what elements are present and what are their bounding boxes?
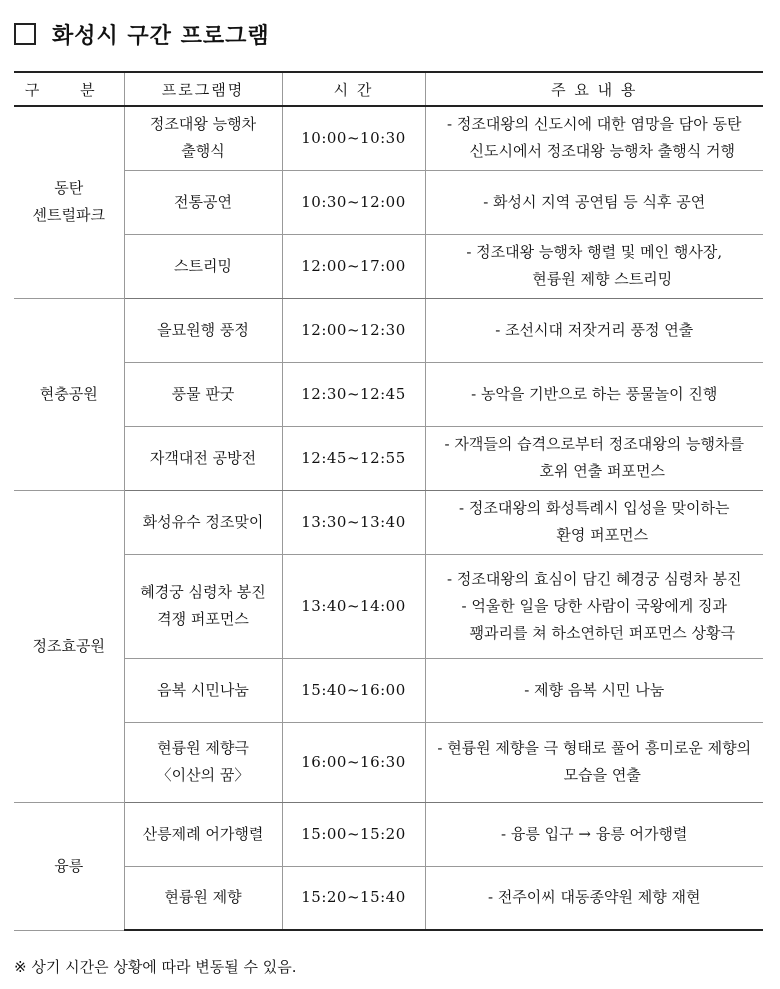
- table-row: [14, 106, 763, 170]
- program-name: 격쟁 퍼포먼스: [157, 610, 249, 628]
- table-row: [14, 298, 763, 362]
- program-name: 출행식: [181, 142, 225, 161]
- content-cell: [425, 802, 763, 866]
- content-line: - 현륭원 제향을 극 형태로 풀어 흥미로운 제향의: [437, 739, 752, 757]
- page-heading: [14, 14, 270, 54]
- content-line: - 정조대왕의 신도시에 대한 염망을 담아 동탄: [447, 115, 742, 134]
- content-line: 현륭원 제향 스트리밍: [532, 270, 673, 288]
- content-line: - 농악을 기반으로 하는 풍물놀이 진행: [471, 384, 718, 403]
- content-cell: [425, 298, 763, 362]
- program-name: 현륭원 제향: [164, 888, 242, 907]
- program-cell: [124, 170, 282, 234]
- time-cell: 12:00~12:30: [282, 298, 425, 362]
- content-line: - 정조대왕의 효심이 담긴 혜경궁 심령차 봉진: [447, 569, 742, 588]
- content-line: - 융릉 입구 → 융릉 어가행렬: [501, 824, 688, 843]
- time-cell: 16:00~16:30: [282, 722, 425, 802]
- program-name: 음복 시민나눔: [157, 680, 249, 699]
- program-name: 혜경궁 심령차 봉진: [140, 583, 266, 601]
- content-line: - 정조대왕의 화성특례시 입성을 맞이하는: [459, 499, 730, 517]
- header-program: 프로그램명: [124, 72, 282, 106]
- time-cell: 12:00~17:00: [282, 234, 425, 298]
- content-cell: [425, 170, 763, 234]
- category-cell: [14, 802, 124, 930]
- checkbox-square-icon: [14, 23, 36, 45]
- content-line: - 조선시대 저잣거리 풍정 연출: [495, 320, 694, 339]
- content-cell: [425, 866, 763, 930]
- program-name: 산릉제례 어가행렬: [142, 824, 264, 843]
- table-row: [14, 658, 763, 722]
- table-row: [14, 554, 763, 658]
- category-text: 센트럴파크: [32, 206, 105, 225]
- program-cell: [124, 722, 282, 802]
- content-line: 호위 연출 퍼포먼스: [539, 462, 665, 480]
- table-row: [14, 362, 763, 426]
- program-name: 〈이산의 꿈〉: [156, 766, 250, 784]
- category-cell: [14, 106, 124, 298]
- category-cell: [14, 298, 124, 490]
- header-time: 시 간: [282, 72, 425, 106]
- time-cell: 15:00~15:20: [282, 802, 425, 866]
- category-cell: [14, 490, 124, 802]
- content-cell: [425, 490, 763, 554]
- content-cell: [425, 234, 763, 298]
- program-cell: [124, 490, 282, 554]
- table-row: [14, 802, 763, 866]
- program-name: 현륭원 제향극: [157, 739, 249, 757]
- table-row: [14, 426, 763, 490]
- category-text: 정조효공원: [32, 636, 105, 655]
- program-cell: [124, 554, 282, 658]
- time-cell: 10:30~12:00: [282, 170, 425, 234]
- content-cell: [425, 362, 763, 426]
- program-cell: [124, 234, 282, 298]
- time-cell: 13:30~13:40: [282, 490, 425, 554]
- content-line: 환영 퍼포먼스: [556, 526, 649, 544]
- page-title: 화성시 구간 프로그램: [52, 23, 270, 49]
- time-cell: 12:45~12:55: [282, 426, 425, 490]
- program-name: 스트리밍: [174, 256, 232, 275]
- content-cell: [425, 658, 763, 722]
- program-cell: [124, 802, 282, 866]
- content-cell: [425, 722, 763, 802]
- category-text: 동탄: [54, 179, 84, 198]
- table-row: [14, 722, 763, 802]
- table-row: [14, 490, 763, 554]
- program-name: 을묘원행 풍정: [157, 320, 249, 339]
- time-cell: 10:00~10:30: [282, 106, 425, 170]
- footnote: ※ 상기 시간은 상황에 따라 변동될 수 있음.: [14, 958, 297, 976]
- program-table: [14, 71, 763, 931]
- content-line: 모습을 연출: [563, 766, 641, 784]
- content-line: - 정조대왕 능행차 행렬 및 메인 행사장,: [466, 243, 723, 261]
- program-name: 정조대왕 능행차: [149, 115, 257, 134]
- program-name: 전통공연: [174, 192, 232, 211]
- program-cell: [124, 426, 282, 490]
- table-header-row: [14, 72, 763, 106]
- content-cell: [425, 554, 763, 658]
- content-line: - 자객들의 습격으로부터 정조대왕의 능행차를: [444, 435, 744, 453]
- program-name: 자객대전 공방전: [149, 448, 257, 467]
- program-cell: [124, 866, 282, 930]
- category-text: 융릉: [54, 856, 84, 875]
- time-cell: 12:30~12:45: [282, 362, 425, 426]
- program-name: 풍물 판굿: [171, 384, 235, 403]
- time-cell: 15:20~15:40: [282, 866, 425, 930]
- content-line: 신도시에서 정조대왕 능행차 출행식 거행: [469, 142, 735, 161]
- table-row: [14, 866, 763, 930]
- header-content: 주 요 내 용: [425, 72, 763, 106]
- time-cell: 13:40~14:00: [282, 554, 425, 658]
- content-line: - 제향 음복 시민 나눔: [524, 680, 665, 699]
- program-cell: [124, 362, 282, 426]
- table-row: [14, 234, 763, 298]
- program-cell: [124, 106, 282, 170]
- content-line: 꽹과리를 쳐 하소연하던 퍼포먼스 상황극: [469, 623, 735, 642]
- program-cell: [124, 658, 282, 722]
- header-category: 구 분: [14, 72, 124, 106]
- category-text: 현충공원: [39, 384, 98, 403]
- time-cell: 15:40~16:00: [282, 658, 425, 722]
- table-row: [14, 170, 763, 234]
- content-cell: [425, 106, 763, 170]
- program-cell: [124, 298, 282, 362]
- content-cell: [425, 426, 763, 490]
- content-line: - 화성시 지역 공연팀 등 식후 공연: [483, 192, 706, 211]
- content-line: - 전주이씨 대동종약원 제향 재현: [487, 888, 701, 907]
- program-name: 화성유수 정조맞이: [142, 512, 264, 531]
- content-line: - 억울한 일을 당한 사람이 국왕에게 징과: [461, 596, 728, 615]
